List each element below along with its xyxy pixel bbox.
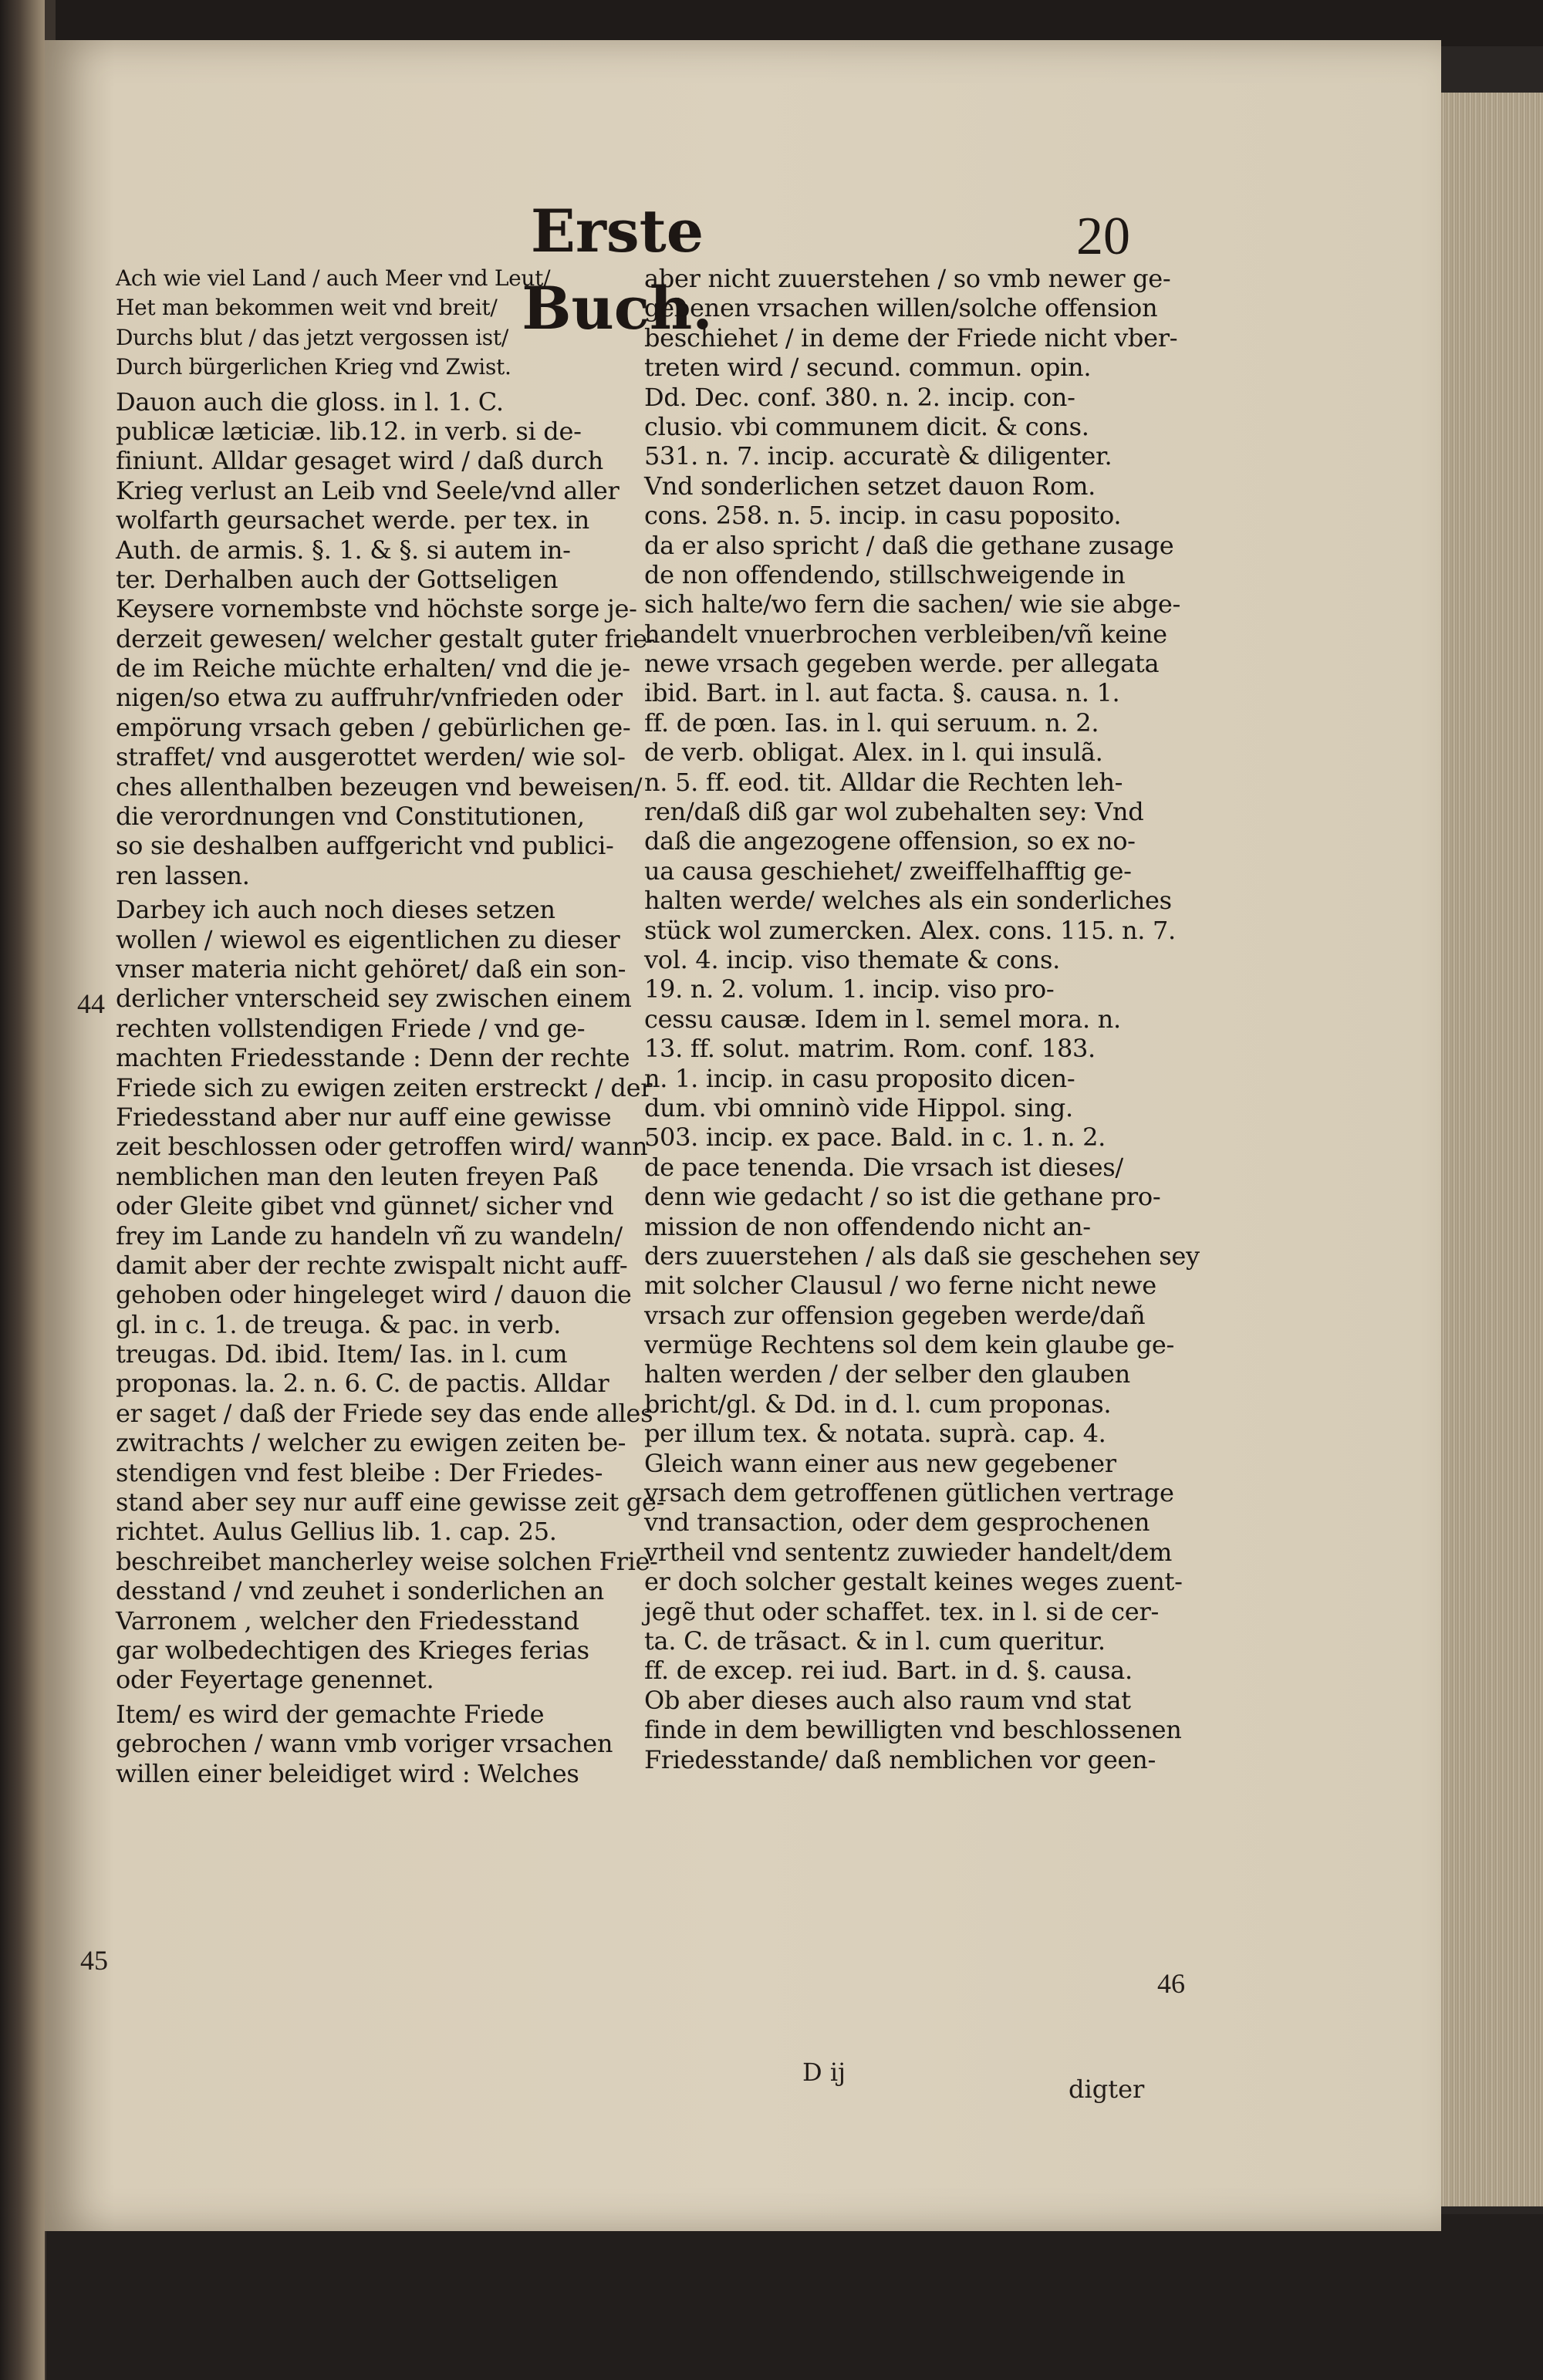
text-line: frey im Lande zu handeln vñ zu wandeln/ <box>116 1220 623 1251</box>
page-fore-edge <box>1435 93 1543 2206</box>
text-line: ibid. Bart. in l. aut facta. §. causa. n. 1. <box>644 678 1120 708</box>
text-line: da er also spricht / daß die gethane zusage <box>644 530 1174 560</box>
text-line: zwitrachts / welcher zu ewigen zeiten be- <box>116 1428 626 1458</box>
text-line: willen einer beleidiget wird : Welches <box>116 1758 579 1788</box>
text-line: richtet. Aulus Gellius lib. 1. cap. 25. <box>116 1517 557 1547</box>
text-line: ta. C. de trãsact. & in l. cum queritur. <box>644 1625 1106 1656</box>
text-line: damit aber der rechte zwispalt nicht auff- <box>116 1250 628 1280</box>
text-line: Dauon auch die gloss. in l. 1. C. <box>116 387 504 417</box>
text-line: de pace tenenda. Die vrsach ist dieses/ <box>644 1152 1123 1182</box>
text-line: aber nicht zuuerstehen / so vmb newer ge- <box>644 264 1171 293</box>
text-line: vrsach dem getroffenen gütlichen vertrage <box>644 1478 1174 1508</box>
text-line: Friede sich zu ewigen zeiten erstreckt / der <box>116 1072 653 1102</box>
text-line: per illum tex. & notata. suprà. cap. 4. <box>644 1419 1106 1449</box>
text-line: ren/daß diß gar wol zubehalten sey: Vnd <box>644 797 1144 827</box>
text-line: jegẽ thut oder schaffet. tex. in l. si de cer- <box>644 1596 1159 1626</box>
text-line: wollen / wiewol es eigentlichen zu dieser <box>116 924 620 954</box>
text-line: desstand / vnd zeuhet i sonderlichen an <box>116 1576 604 1606</box>
text-line: denn wie gedacht / so ist die gethane pro- <box>644 1182 1161 1212</box>
text-line: straffet/ vnd ausgerottet werden/ wie sol- <box>116 742 626 772</box>
text-line: ff. de excep. rei iud. Bart. in d. §. causa. <box>644 1656 1133 1686</box>
text-line: so sie deshalben auffgericht vnd publici- <box>116 831 614 861</box>
signature-mark: D ij <box>802 2058 846 2087</box>
text-line: sich halte/wo fern die sachen/ wie sie abge- <box>644 589 1181 619</box>
text-line: gehoben oder hingeleget wird / dauon die <box>116 1280 632 1310</box>
text-line: Het man bekommen weit vnd breit/ <box>116 295 498 321</box>
text-line: ter. Derhalben auch der Gottseligen <box>116 564 559 594</box>
text-line: Durchs blut / das jetzt vergossen ist/ <box>116 324 508 350</box>
text-line: Auth. de armis. §. 1. & §. si autem in- <box>116 535 571 565</box>
text-line: stand aber sey nur auff eine gewisse zeit ge- <box>116 1487 665 1517</box>
text-line: zeit beschlossen oder getroffen wird/ wann <box>116 1132 648 1162</box>
text-line: nigen/so etwa zu auffruhr/vnfrieden oder <box>116 683 623 713</box>
text-line: Krieg verlust an Leib vnd Seele/vnd aller <box>116 475 620 505</box>
text-line: oder Gleite gibet vnd günnet/ sicher vnd <box>116 1191 614 1221</box>
text-line: de im Reiche müchte erhalten/ vnd die je- <box>116 653 630 684</box>
text-line: finde in dem bewilligten vnd beschlossenen <box>644 1715 1182 1745</box>
text-line: Ob aber dieses auch also raum vnd stat <box>644 1685 1131 1715</box>
text-line: Keysere vornembste vnd höchste sorge je- <box>116 594 637 624</box>
text-line: Gleich wann einer aus new gegebener <box>644 1448 1116 1478</box>
text-line: clusio. vbi communem dicit. & cons. <box>644 411 1089 441</box>
text-line: n. 1. incip. in casu proposito dicen- <box>644 1063 1075 1093</box>
text-line: vrtheil vnd sententz zuwieder handelt/dem <box>644 1537 1173 1567</box>
text-line: gar wolbedechtigen des Krieges ferias <box>116 1635 589 1665</box>
text-line: rechten vollstendigen Friede / vnd ge- <box>116 1013 586 1043</box>
text-line: beschreibet mancherley weise solchen Frie- <box>116 1546 658 1576</box>
text-line: beschiehet / in deme der Friede nicht vber- <box>644 322 1178 353</box>
text-line: ren lassen. <box>116 860 250 890</box>
text-line: vol. 4. incip. viso themate & cons. <box>644 944 1060 974</box>
text-line: Durch bürgerlichen Krieg vnd Zwist. <box>116 354 512 380</box>
text-line: Darbey ich auch noch dieses setzen <box>116 895 555 925</box>
text-line: halten werden / der selber den glauben <box>644 1359 1130 1389</box>
text-line: proponas. la. 2. n. 6. C. de pactis. Alldar <box>116 1369 609 1399</box>
text-line: cessu causæ. Idem in l. semel mora. n. <box>644 1004 1121 1034</box>
text-line: 531. n. 7. incip. accuratè & diligenter. <box>644 441 1113 471</box>
text-line: treugas. Dd. ibid. Item/ Ias. in l. cum <box>116 1339 568 1369</box>
text-line: publicæ læticiæ. lib.12. in verb. si de- <box>116 416 582 446</box>
text-line: oder Feyertage genennet. <box>116 1665 434 1695</box>
catchword: digter <box>1069 2074 1145 2104</box>
text-line: 19. n. 2. volum. 1. incip. viso pro- <box>644 974 1055 1004</box>
text-line: ches allenthalben bezeugen vnd beweisen/ <box>116 771 643 802</box>
text-line: vermüge Rechtens sol dem kein glaube ge- <box>644 1330 1175 1360</box>
text-line: nemblichen man den leuten freyen Paß <box>116 1161 599 1191</box>
left-column <box>116 264 665 1788</box>
text-line: newe vrsach gegeben werde. per allegata <box>644 649 1160 679</box>
text-line: Friedesstand aber nur auff eine gewisse <box>116 1102 612 1132</box>
text-line: treten wird / secund. commun. opin. <box>644 353 1092 383</box>
text-line: cons. 258. n. 5. incip. in casu poposito. <box>644 501 1122 531</box>
background-top <box>46 0 1543 46</box>
text-line: ff. de pœn. Ias. in l. qui seruum. n. 2. <box>644 707 1099 738</box>
text-line: de verb. obligat. Alex. in l. qui insulã. <box>644 738 1103 768</box>
text-line: vrsach zur offension gegeben werde/dañ <box>644 1300 1146 1330</box>
text-line: Varronem , welcher den Friedesstand <box>116 1605 579 1636</box>
marginal-number: 45 <box>80 1945 108 1976</box>
text-line: machten Friedesstande : Denn der rechte <box>116 1043 630 1073</box>
text-line: daß die angezogene offension, so ex no- <box>644 826 1136 856</box>
text-line: 13. ff. solut. matrim. Rom. conf. 183. <box>644 1034 1096 1064</box>
right-column <box>644 264 1200 1774</box>
text-line: mit solcher Clausul / wo ferne nicht newe <box>644 1271 1156 1301</box>
text-line: bricht/gl. & Dd. in d. l. cum proponas. <box>644 1389 1112 1419</box>
text-line: wolfarth geursachet werde. per tex. in <box>116 505 589 535</box>
text-line: gl. in c. 1. de treuga. & pac. in verb. <box>116 1309 562 1339</box>
text-line: ders zuuerstehen / als daß sie geschehen sey <box>644 1241 1200 1271</box>
text-line: gebenen vrsachen willen/solche offension <box>644 293 1158 323</box>
text-line: dum. vbi omninò vide Hippol. sing. <box>644 1092 1073 1122</box>
text-line: derzeit gewesen/ welcher gestalt guter frie- <box>116 623 656 653</box>
text-line: die verordnungen vnd Constitutionen, <box>116 802 585 832</box>
text-line: vnd transaction, oder dem gesprochenen <box>644 1507 1150 1538</box>
text-line: Friedesstande/ daß nemblichen vor geen- <box>644 1744 1156 1774</box>
text-line: handelt vnuerbrochen verbleiben/vñ keine <box>644 619 1167 649</box>
text-line: ua causa geschiehet/ zweiffelhafftig ge- <box>644 856 1132 886</box>
text-line: gebrochen / wann vmb voriger vrsachen <box>116 1729 613 1759</box>
text-line: 503. incip. ex pace. Bald. in c. 1. n. 2. <box>644 1122 1106 1153</box>
text-line: er saget / daß der Friede sey das ende alles <box>116 1398 653 1428</box>
text-line: stück wol zumercken. Alex. cons. 115. n. 7. <box>644 915 1176 945</box>
text-line: Dd. Dec. conf. 380. n. 2. incip. con- <box>644 382 1075 412</box>
page-number: 20 <box>1076 207 1130 266</box>
text-line: Vnd sonderlichen setzet dauon Rom. <box>644 471 1096 501</box>
running-head-title: Erste Buch. <box>522 197 713 343</box>
text-line: finiunt. Alldar gesaget wird / daß durch <box>116 446 603 476</box>
text-line: halten werde/ welches als ein sonderliches <box>644 886 1172 916</box>
text-line: derlicher vnterscheid sey zwischen einem <box>116 984 632 1014</box>
text-line: stendigen vnd fest bleibe : Der Friedes- <box>116 1457 603 1487</box>
text-line: de non offendendo, stillschweigende in <box>644 559 1126 589</box>
marginal-number: 46 <box>1157 1968 1185 1999</box>
marginal-number: 44 <box>77 988 105 1019</box>
text-line: Item/ es wird der gemachte Friede <box>116 1699 545 1729</box>
text-line: mission de non offendendo nicht an- <box>644 1211 1091 1241</box>
text-line: n. 5. ff. eod. tit. Alldar die Rechten leh- <box>644 767 1123 797</box>
text-line: vnser materia nicht gehöret/ daß ein son- <box>116 954 626 984</box>
text-line: er doch solcher gestalt keines weges zuent- <box>644 1567 1183 1597</box>
background-bottom <box>46 2214 1543 2380</box>
text-line: empörung vrsach geben / gebürlichen ge- <box>116 712 631 742</box>
text-line: Ach wie viel Land / auch Meer vnd Leut/ <box>116 265 551 291</box>
